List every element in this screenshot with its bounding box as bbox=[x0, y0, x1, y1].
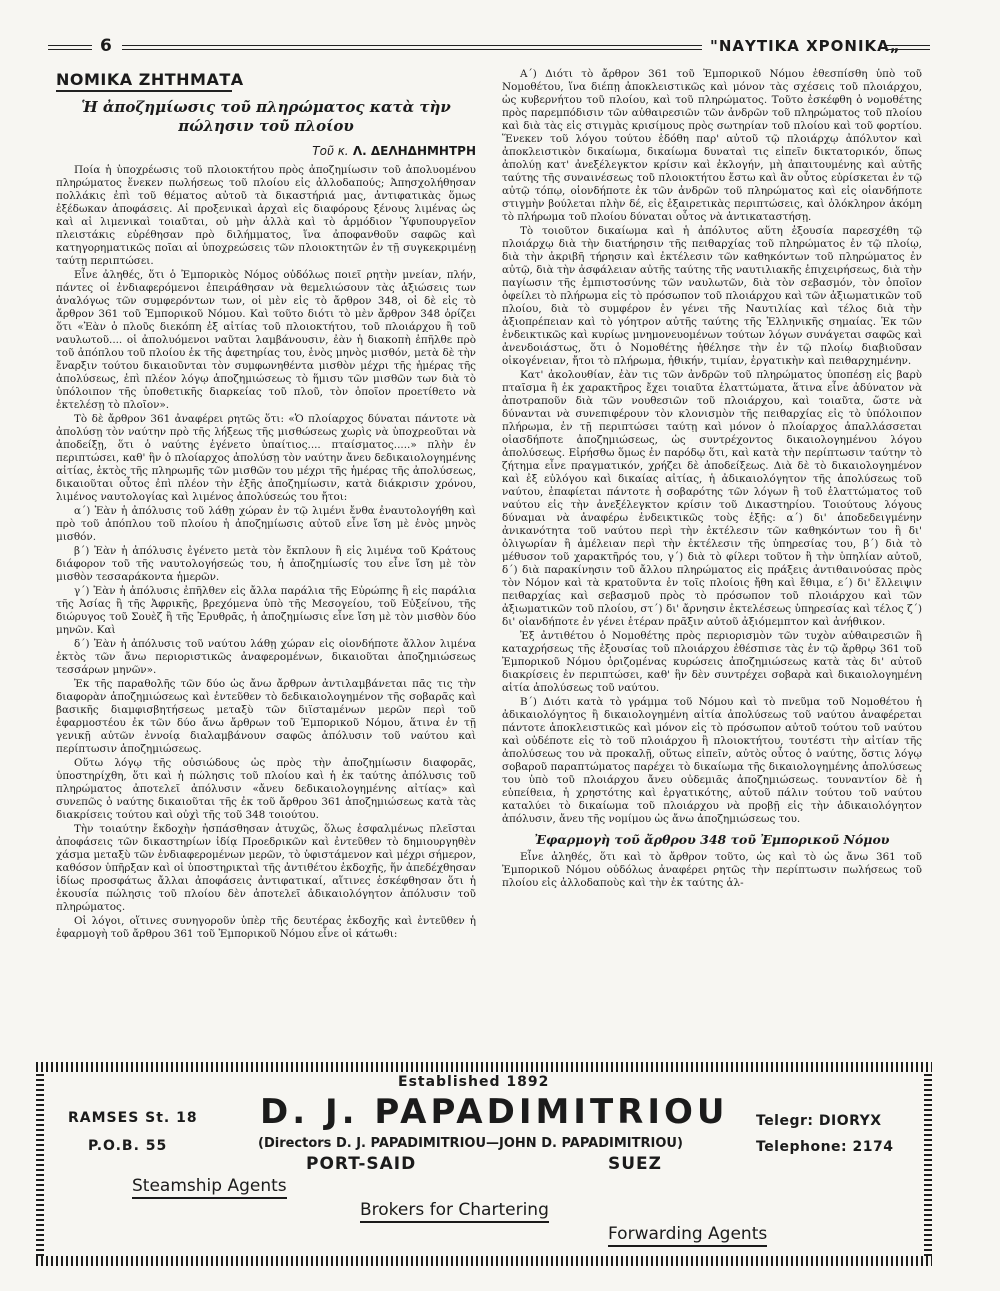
established-year: Established 1892 bbox=[398, 1074, 550, 1090]
firm-name: D. J. PAPADIMITRIOU bbox=[260, 1092, 729, 1132]
paragraph: Τὸ δὲ ἄρθρον 361 ἀναφέρει ρητῶς ὅτι: «Ὁ πλοίαρχος δύναται πάντοτε νὰ ἀπολύσῃ τὸν ναύτην πρὸ τῆς λήξεως τῆς μισθώσεως χωρὶς νὰ ὑποχρεοῦται νὰ ἀποδείξῃ, ὅτι ὁ ναύτης ἐγένετο ὑπαίτιος.... πταίσματος.....» πλὴν ἐν περιπτώσει, καθ' ἣν ὁ πλοίαρχος ἀπολύσῃ τὸν ναύτην ἄνευ δεδικαιολογημένης αἰτίας, ἐκτὸς τῆς πληρωμῆς τῶν μισθῶν του μέχρι τῆς ἡμέρας τῆς ἀπολύσεως, δικαιοῦται οὗτος ἐπὶ πλέον τὴν ἑξῆς ἀποζημίωσιν, κατὰ διάκρισιν χρόνου, λιμένος ναυτολογίας καὶ λιμένος ἀπολύσεώς του ἤτοι: bbox=[56, 413, 476, 503]
street-address: RAMSES St. 18 bbox=[68, 1110, 198, 1126]
paragraph: Οὕτω λόγῳ τῆς οὐσιώδους ὡς πρὸς τὴν ἀποζημίωσιν διαφορᾶς, ὑποστηρίχθη, ὅτι καὶ ἡ πώλησις τοῦ πλοίου καὶ ἡ ἐκ ταύτης ἀπόλυσις τοῦ πληρώματος ἀποτελεῖ ἀπόλυσιν «ἄνευ δεδικαιολογημένης αἰτίας» καὶ συνεπῶς ὁ ναύτης δικαιοῦται τῆς ἐκ τοῦ ἄρθρου 361 ἀποζημιώσεως κατὰ τὰς διακρίσεις τούτου καὶ οὐχὶ τῆς τοῦ 348 τοιούτου. bbox=[56, 757, 476, 821]
ad-border bbox=[36, 1062, 932, 1072]
paragraph: Κατ' ἀκολουθίαν, ἐὰν τις τῶν ἀνδρῶν τοῦ πληρώματος ὑποπέσῃ εἰς βαρὺ πταῖσμα ἢ ἐκ χαρακτῆρος ἔχει τοιαῦτα ἐλαττώματα, ἅτινα εἶνε ἀδύνατον νὰ ἀποτραποῦν διὰ τῶν νουθεσιῶν τοῦ πλοιάρχου, καὶ τοιαῦτα, ὥστε νὰ δύνανται νὰ συνεπιφέρουν τὸν κλονισμὸν τῆς πειθαρχίας εἰς τὸ ὑπόλοιπον πλήρωμα, ἐν τῇ περιπτώσει ταύτῃ καὶ μόνον ὁ πλοίαρχος ἀπαλλάσσεται οἱασδήποτε ἀποζημιώσεως, ὡς συντρέχοντος δικαιολογημένου λόγου ἀπολύσεως. Εἰρήσθω ὅμως ἐν παρόδῳ ὅτι, καὶ κατὰ τὴν περίπτωσιν ταύτην τὸ ζήτημα εἶνε πραγματικόν, χρήζει δὲ ἀποδείξεως. Διὰ δὲ τὸ δικαιολογημένον καὶ ἐξ εὐλόγου καὶ δικαίας αἰτίας, ἡ ἀδικαιολόγητον τῆς ἀπολύσεως τοῦ ναύτου, ἐπαφίεται πάντοτε ἡ σοβαρότης τῶν λόγων ἢ τοῦ ἐλαττώματος τοῦ ναύτου εἰς τὴν ἀνεξέλεγκτον κρίσιν τοῦ Δικαστηρίου. Τοιούτους λόγους δύναμαι νὰ ἀναφέρω ἐνδεικτικῶς τοὺς ἑξῆς: α΄) δι' ἀποδεδειγμένην ἀνικανότητα τοῦ ναύτου περὶ τὴν ἐκτέλεσιν τῶν καθηκόντων του ἢ δι' ὀλιγωρίαν ἢ ἀμέλειαν περὶ τὴν ἐκτέλεσιν τῆς ὑπηρεσίας του, β΄) διὰ τὸ μέθυσον τοῦ χαρακτῆρός του, γ΄) διὰ τὸ φίλερι τοῦτον ἢ τὴν ὑπηλίαν αὐτοῦ, δ΄) διὰ παρακίνησιν τοῦ ἄλλου πληρώματος εἰς πράξεις ἀντιθαινούσας πρὸς τὸν Νόμον καὶ τὰ κρατοῦντα ἐν τοῖς πλοίοις ἤθη καὶ ἔθιμα, ε΄) δι' ἔλλειψιν πειθαρχίας καὶ σεβασμοῦ πρὸς τὸ πρόσωπον τοῦ πλοιάρχου καὶ τῶν ἀξιωματικῶν τοῦ πλοίου, στ΄) δι' ἄρνησιν ἐκτελέσεως ὑπηρεσίας καὶ τέλος ζ΄) δι' οἱανδήποτε ἐν γένει ἑτέραν πρᾶξιν αὐτοῦ ἀξιόμεμπτον καὶ ἀνήθικον. bbox=[502, 369, 922, 628]
section-title: ΝΟΜΙΚΑ ΖΗΤΗΜΑΤΑ bbox=[56, 70, 244, 89]
po-box: P.O.B. 55 bbox=[88, 1138, 168, 1154]
paragraph: Β΄) Διότι κατὰ τὸ γράμμα τοῦ Νόμου καὶ τὸ πνεῦμα τοῦ Νομοθέτου ἡ ἀδικαιολόγητος ἢ δικαιολογημένη αἰτία ἀπολύσεως τοῦ ναύτου ἀναφέρεται πάντοτε ἀποκλειστικῶς καὶ μόνον εἰς τὸ πρόσωπον αὐτοῦ τούτου τοῦ ναύτου καὶ οὐδέποτε εἰς τὸ τοῦ πλοιάρχου ἢ πλοιοκτήτου, τουτέστι τὴν αἰτίαν τῆς ἀπολύσεως του νὰ προκαλῇ, οὕτως εἰπεῖν, αὐτὸς οὗτος ὁ ναύτης, ὅστις λόγῳ σοβαροῦ παραπτώματος παρέχει τὸ δικαίωμα τῆς δικαιολογημένης ἀπολύσεως του ὑπὸ τοῦ πλοιάρχου ἄνευ οὐδεμιᾶς ἀποζημιώσεως. τουναντίον δὲ ἡ εὐπείθεια, ἡ χρηστότης καὶ ἐργατικότης, αὐτοῦ πάλιν τούτου τοῦ ναύτου καταλύει τὸ δικαίωμα τοῦ πλοιάρχου νὰ προβῇ εἰς τὴν ἀδικαιολόγητον ἀπόλυσιν, ἄνευ τῆς νομίμου ὡς ἄνω ἀποζημιώσεως του. bbox=[502, 696, 922, 825]
service-forwarding-agents: Forwarding Agents bbox=[608, 1224, 767, 1247]
telegraph-address: Telegr: DIORYX bbox=[756, 1113, 882, 1129]
directors-line: (Directors D. J. PAPADIMITRIOU—JOHN D. PAPADIMITRIOU) bbox=[258, 1136, 683, 1151]
header-rule bbox=[48, 45, 92, 50]
paragraph: Τὸ τοιοῦτον δικαίωμα καὶ ἡ ἀπόλυτος αὕτη ἐξουσία παρεσχέθη τῷ πλοιάρχῳ διὰ τὴν διατήρησιν τῆς πειθαρχίας τοῦ πληρώματος ἐν τῷ πλοίῳ, διὰ τὴν ἀκριβῆ τήρησιν καὶ ἐκτέλεσιν τῶν καθηκόντων τοῦ πληρώματος ἐν αὐτῷ, διὰ τὴν ἀσφάλειαν αὐτῆς ταύτης τῆς ναυτιλιακῆς ἐπιχειρήσεως, διὰ τὴν παγίωσιν τῆς ἐμπιστοσύνης τῶν ναυλωτῶν, διὰ τὸν σεβασμόν, τὸν ὁποῖον ὀφείλει τὸ πλήρωμα εἰς τὸ πρόσωπον τοῦ πλοιάρχου καὶ τῶν ἀξιωματικῶν τοῦ πλοίου, διὰ τὸ συμφέρον ἐν γένει τῆς Ναυτιλίας καὶ τέλος διὰ τὴν ἀξιοπρέπειαν καὶ τὸ γόητρον αὐτῆς ταύτης τῆς Ἑλληνικῆς σημαίας. Ἐκ τῶν ἐνδεικτικῶς καὶ κυρίως μνημονευομένων τούτων λόγων συνάγεται σαφῶς καὶ ἀνενδοιάστως, ὅτι ὁ Νομοθέτης ἠθέλησε τὴν ἐν τῷ πλοίῳ διαβιοῦσαν οἰκογένειαν, ἤτοι τὸ πλήρωμα, ἠθικήν, τιμίαν, ἐργατικὴν καὶ πειθαρχημένην. bbox=[502, 225, 922, 367]
left-column bbox=[56, 68, 476, 942]
paragraph: Εἶνε ἀληθές, ὅτι καὶ τὸ ἄρθρον τοῦτο, ὡς καὶ τὸ ὡς ἄνω 361 τοῦ Ἐμπορικοῦ Νόμου οὐδόλως ἀναφέρει ρητῶς τὴν περίπτωσιν πωλήσεως τοῦ πλοίου εἰς ἀλλοδαποὺς καὶ τὴν ἐκ ταύτης ἀλ- bbox=[502, 851, 922, 889]
paragraph: δ΄) Ἐὰν ἡ ἀπόλυσις τοῦ ναύτου λάθῃ χώραν εἰς οἱονδήποτε ἄλλον λιμένα ἐκτὸς τῶν ἄνω περιοριστικῶς ἀναφερομένων, δικαιοῦται ἀποζημιώσεως τεσσάρων μηνῶν». bbox=[56, 638, 476, 676]
journal-title: "ΝΑΥΤΙΚΑ ΧΡΟΝΙΚΑ„ bbox=[710, 37, 901, 55]
city-port-said: PORT-SAID bbox=[306, 1154, 417, 1174]
ad-border bbox=[924, 1072, 932, 1256]
paragraph: Α΄) Διότι τὸ ἄρθρον 361 τοῦ Ἐμπορικοῦ Νόμου ἐθεσπίσθη ὑπὸ τοῦ Νομοθέτου, ἵνα διέπῃ ἀποκλειστικῶς καὶ μόνον τὰς σχέσεις τοῦ πλοιάρχου, ὡς κυβερνήτου τοῦ πλοίου, καὶ τοῦ πληρώματος. Τοῦτο ἐσκέφθη ὁ νομοθέτης πρὸς παρεμπόδισιν τῶν αὐθαιρεσιῶν τῶν ἀνδρῶν τοῦ πληρώματος τοῦ πλοίου καὶ διὰ τὰς εἰς στιγμὰς κρισίμους πρὸς σωτηρίαν τοῦ πλοίου καὶ τοῦ φορτίου. Ἕνεκεν τοῦ λόγου τούτου ἐδόθη παρ' αὐτοῦ τῷ πλοιάρχῳ ἀπόλυτον καὶ ἀποκλειστικὸν δικαίωμα, δικαίωμα δυναταὶ τις εἰπεῖν δικτατορικόν, ὅπως ἀπολύῃ κατ' ἀνεξέλεγκτον κρίσιν καὶ ἐκλογήν, μὴ ἀπαιτουμένης καὶ αὐτῆς ταύτης τῆς συναινέσεως τοῦ πλοιοκτήτου ἔστω καὶ ἂν οὗτος εὑρίσκεται ἐν τῷ αὐτῷ τόπῳ, οἱονδήποτε ἐκ τῶν ἀνδρῶν τοῦ πληρώματος καὶ εἰς οἱανδήποτε στιγμὴν βούλεται πλὴν δέ, εἰς ἐξαιρετικὰς περιπτώσεις, καὶ ὁλόκληρον ἀκόμη τὸ πλήρωμα τοῦ πλοίου δύναται οὗτος νὰ ἀντικαταστήσῃ. bbox=[502, 68, 922, 223]
city-suez: SUEZ bbox=[608, 1154, 662, 1174]
subheading: Ἐφαρμογὴ τοῦ ἄρθρου 348 τοῦ Ἐμπορικοῦ Νόμου bbox=[534, 832, 890, 847]
paragraph: Εἶνε ἀληθές, ὅτι ὁ Ἐμπορικὸς Νόμος οὐδόλως ποιεῖ ρητὴν μνείαν, πλήν, πάντες οἱ ἐνδιαφερόμενοι ἐπειράθησαν νὰ θεμελιώσουν τὰς ἀξιώσεις των ἀναλόγως τῶν συμφερόντων των, οἱ μὲν εἰς τὸ ἄρθρον 348, οἱ δὲ εἰς τὸ ἄρθρον 361 τοῦ Ἐμπορικοῦ Νόμου. Καὶ τοῦτο διότι τὸ μὲν ἄρθρον 348 ὁρίζει ὅτι «Ἐὰν ὁ πλοῦς διεκόπη ἐξ αἰτίας τοῦ πλοιοκτήτου, τοῦ πλοιάρχου ἢ τοῦ ναυλωτοῦ.... οἱ ἀπολυόμενοι ναῦται λαμβάνουσιν, ἐὰν ἡ διακοπὴ ἐπῆλθε πρὸ τοῦ ἀπόπλου τοῦ πλοίου ἐκ τῆς ἀφετηρίας του, ἑνὸς μηνὸς μισθόν, μετὰ δὲ τὴν ἔναρξιν τούτου δικαιοῦνται τὸν συμφωνηθέντα μισθὸν μέχρι τῆς ἡμέρας τῆς ἀπολύσεως, ἐπὶ πλέον λόγῳ ἀποζημιώσεως τὸ ἥμισυ τῶν μισθῶν των διὰ τὸ ὑπόλοιπον τῆς ὑποθετικῆς διαρκείας τοῦ πλοῦ, τὸν ὁποῖον προετίθετο νὰ ἐκτελέσῃ τὸ πλοῖον». bbox=[56, 269, 476, 411]
telephone-number: Telephone: 2174 bbox=[756, 1139, 894, 1155]
paragraph: Τὴν τοιαύτην ἔκδοχὴν ἠσπάσθησαν ἀτυχῶς, ὅλως ἐσφαλμένως πλεῖσται ἀποφάσεις τῶν δικαστηρίων ἰδίᾳ Προεδρικῶν καὶ ἐντεῦθεν τὸ δημιουργηθὲν χάσμα μεταξὺ τῶν ἐνδιαφερομένων μερῶν, τὸ ὑφιστάμενον καὶ μέχρι σήμερον, καθόσον ὑπῆρξαν καὶ οἱ ὑποστηρικταὶ τῆς ἀντιθέτου ἐκδοχῆς, ἥν ἀπεδέχθησαν ἰδίως προσφάτως ἄλλαι ἀποφάσεις ἀντιφατικαί, αἵτινες ἐσκέφθησαν ὅτι ἡ ἑκουσία πώλησις τοῦ πλοίου δὲν ἀποτελεῖ ἀδικαιολόγητον ἀπόλυσιν τοῦ πληρώματος. bbox=[56, 823, 476, 913]
header-rule bbox=[122, 45, 702, 50]
service-steamship-agents: Steamship Agents bbox=[132, 1176, 287, 1199]
byline bbox=[56, 144, 476, 158]
paragraph: Ἐκ τῆς παραθολῆς τῶν δύο ὡς ἄνω ἄρθρων ἀντιλαμβάνεται πᾶς τις τὴν διαφορὰν ἀποζημιώσεως καὶ ἐντεῦθεν τὸ δεδικαιολογημένον τῆς σοβαρᾶς καὶ βασικῆς διαμφισβητήσεως μεταξὺ τῶν διϊσταμένων μερῶν περὶ τοῦ ἐφαρμοστέου ἐκ τῶν δύο ἄνω ἄρθρων τοῦ Ἐμπορικοῦ Νόμου, ἅτινα ἐν τῇ γενικῇ αὐτῶν ἐννοίᾳ διαλαμβάνουν σαφῶς ἀπόλυσιν τοῦ ναύτου καὶ περίπτωσιν ἀποζημιώσεως. bbox=[56, 678, 476, 755]
right-column bbox=[502, 68, 922, 891]
section-underline bbox=[56, 90, 232, 92]
ad-border bbox=[36, 1256, 932, 1266]
byline-prefix: Τοῦ κ. bbox=[312, 144, 349, 158]
article-title: Ἡ ἀποζημίωσις τοῦ πληρώματος κατὰ τὴν πώλησιν τοῦ πλοίου bbox=[81, 98, 451, 135]
author-name: Λ. ΔΕΛΗΔΗΜΗΤΡΗ bbox=[352, 144, 476, 158]
header-rule bbox=[886, 45, 930, 50]
paragraph: γ΄) Ἐὰν ἡ ἀπόλυσις ἐπῆλθεν εἰς ἄλλα παράλια τῆς Εὐρώπης ἢ εἰς παράλια τῆς Ἀσίας ἢ τῆς Ἀφρικῆς, βρεχόμενα ὑπὸ τῆς Μεσογείου, τοῦ Εὐξείνου, τῆς διώρυγος τοῦ Σουὲζ ἢ τῆς Ἐρυθρᾶς, ἡ ἀποζημίωσις εἶνε ἴση μὲ τὸν μισθὸν δύο μηνῶν. Καὶ bbox=[56, 585, 476, 636]
paragraph: β΄) Ἐὰν ἡ ἀπόλυσις ἐγένετο μετὰ τὸν ἔκπλουν ἢ εἰς λιμένα τοῦ Κράτους διάφορον τοῦ τῆς ναυτολογήσεώς του, ἡ ἀποζημίωσίς του εἶνε ἴση μὲ τὸν μισθὸν τεσσαράκοντα ἡμερῶν. bbox=[56, 545, 476, 583]
running-header bbox=[48, 36, 930, 58]
paragraph: α΄) Ἐὰν ἡ ἀπόλυσις τοῦ λάθῃ χώραν ἐν τῷ λιμένι ἔνθα ἐναυτολογήθη καὶ πρὸ τοῦ ἀπόπλου τοῦ πλοίου ἡ ἀποζημίωσις αὐτοῦ εἶνε ἴση μὲ ἑνὸς μηνὸς μισθόν. bbox=[56, 505, 476, 543]
ad-border bbox=[36, 1072, 44, 1256]
paragraph: Οἱ λόγοι, οἵτινες συνηγοροῦν ὑπὲρ τῆς δευτέρας ἐκδοχῆς καὶ ἐντεῦθεν ἡ ἐφαρμογὴ τοῦ ἄρθρου 361 τοῦ Ἐμπορικοῦ Νόμου εἶνε οἱ κάτωθι: bbox=[56, 915, 476, 940]
paragraph: Ἐξ ἀντιθέτου ὁ Νομοθέτης πρὸς περιορισμὸν τῶν τυχὸν αὐθαιρεσιῶν ἢ καταχρήσεως τῆς ἐξουσίας τοῦ πλοιάρχου ἐθέσπισε τὰς ἐν τῷ ἄρθρῳ 361 τοῦ Ἐμπορικοῦ Νόμου ὁριζομένας κυρώσεις ἀποζημιώσεως κατὰ τὰς δι' αὐτοῦ διακρίσεις ἐν περιπτώσει, καθ' ἣν δὲν συντρέχει σοβαρὰ καὶ δικαιολογημένη αἰτία ἀπολύσεως τοῦ ναύτου. bbox=[502, 630, 922, 694]
paragraph: Ποία ἡ ὑποχρέωσις τοῦ πλοιοκτήτου πρὸς ἀποζημίωσιν τοῦ ἀπολυομένου πληρώματος ἕνεκεν πωλήσεως τοῦ πλοίου εἰς ἀλλοδαπούς; Ἀπησχολήθησαν πολλάκις ἐπὶ τοῦ θέματος αὐτοῦ τὰ δικαστήριά μας, ἀντιφατικὰς ὅμως ἐξέδωκαν ἀποφάσεις. Αἱ προξενικαὶ ἀρχαὶ εἰς διαφόρους ξένους λιμένας ὡς καὶ αἱ λιμενικαὶ τοιαῦται, οὐ μὴν ἀλλὰ καὶ τὸ ἁρμόδιον Ὑφυπουργεῖον πλειστάκις εὑρέθησαν πρὸ διλήμματος, ἵνα ἀποφανθοῦν σαφῶς καὶ κατηγορηματικῶς ποῖαι αἱ ὑποχρεώσεις τῶν πλοιοκτητῶν ἐν τῇ συγκεκριμένῃ ταύτῃ περιπτώσει. bbox=[56, 164, 476, 267]
page-number: 6 bbox=[100, 36, 112, 56]
service-brokers-chartering: Brokers for Chartering bbox=[360, 1200, 549, 1223]
advertisement-box bbox=[36, 1062, 932, 1268]
